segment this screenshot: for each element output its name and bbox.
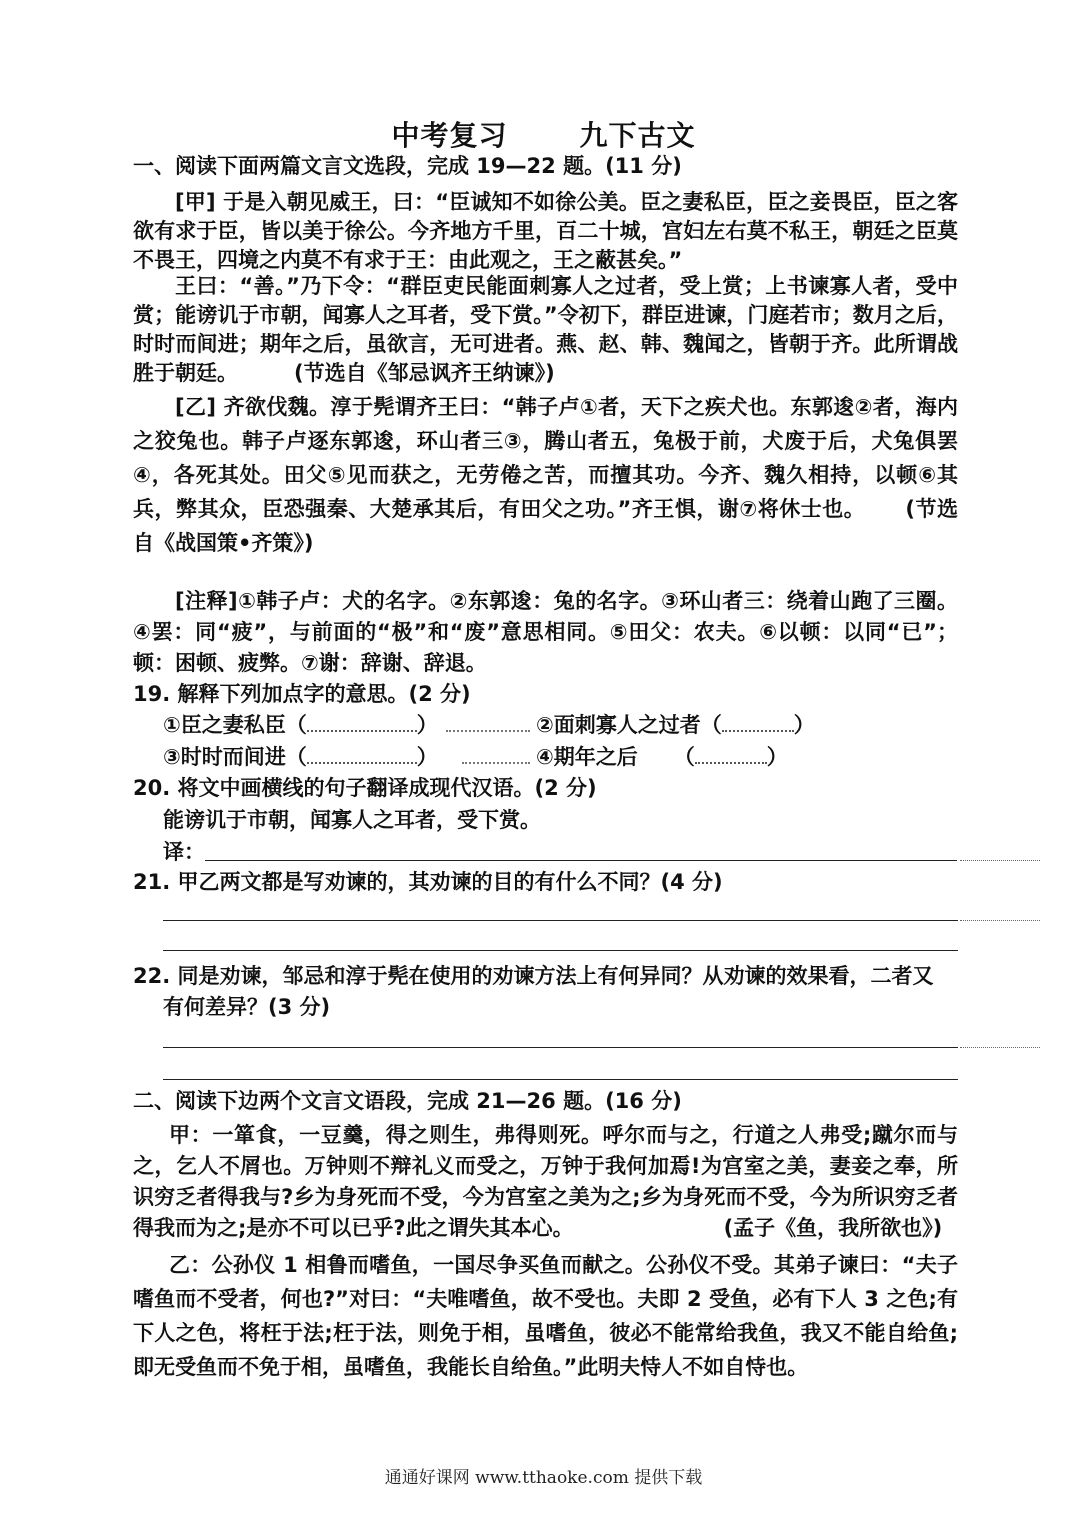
page-footer: 通通好课网 www.tthaoke.com 提供下载 (384, 1468, 703, 1488)
q19-item-2-close: ） (793, 713, 815, 737)
q21-answer-line-2[interactable] (163, 950, 958, 951)
q19-item-3 (163, 742, 438, 772)
section2-yi-paragraph: 乙：公孙仪 1 相鲁而嗜鱼，一国尽争买鱼而献之。公孙仪不受。其弟子谏曰：“夫子嗜鱼而不受者，何也?”对曰：“夫唯嗜鱼，故不受也。夫即 2 受鱼，必有下人 3 之色;有下人之色，将枉于法;枉于法，则免于相，虽嗜鱼，彼必不能常给我鱼，我又不能自给鱼;即无受鱼而不免于相，虽嗜鱼，我能长自给鱼。”此明夫恃人不如自恃也。 (133, 1253, 958, 1379)
q21-answer-line-1-dots (960, 920, 1040, 921)
q20-answer-line-dots (960, 860, 1040, 861)
section2-jia-source: (孟子《鱼，我所欲也》) (723, 1216, 943, 1240)
question-19: 19. 解释下列加点字的意思。(2 分) (133, 682, 471, 706)
section1-heading: 一、阅读下面两篇文言文选段，完成 19—22 题。(11 分) (133, 154, 682, 178)
q19-item-3-label: ③时时而间进（ (163, 745, 307, 769)
q20-translate-label: 译： (163, 840, 205, 864)
yi-source: (节选自《战国策•齐策》) (133, 497, 958, 555)
section1-jia-paragraph2 (133, 272, 958, 388)
q19-item-1-label: ①臣之妻私臣（ (163, 713, 307, 737)
q19-item-1 (163, 710, 438, 740)
q19-item-3-close: ） (416, 745, 438, 769)
q19-item-4-close: ） (766, 745, 788, 769)
q22-answer-line-2[interactable] (163, 1079, 958, 1080)
section1-jia-paragraph1: [甲] 于是入朝见威王，曰：“臣诚知不如徐公美。臣之妻私臣，臣之妾畏臣，臣之客欲有求于臣，皆以美于徐公。今齐地方千里，百二十城，宫妇左右莫不私王，朝廷之臣莫不畏王，四境之内莫不有求于王：由此观之，王之蔽甚矣。” (133, 190, 958, 272)
q19-item-2 (536, 710, 815, 740)
q19-item-4-open: （ (673, 745, 695, 769)
question-22-line2: 有何差异？(3 分) (163, 995, 331, 1019)
title-right: 九下古文 (579, 119, 696, 152)
section2-heading: 二、阅读下边两个文言文语段，完成 21—26 题。(16 分) (133, 1089, 682, 1113)
title-left: 中考复习 (391, 119, 508, 152)
page-title (0, 114, 1087, 154)
q19-item-3-blank[interactable] (307, 742, 417, 764)
q21-answer-line-1[interactable] (163, 920, 958, 921)
jia-paragraph2-text: 王曰：“善。”乃下令：“群臣吏民能面刺寡人之过者，受上赏；上书谏寡人者，受中赏；能谤讥于市朝，闻寡人之耳者，受下赏。”令初下，群臣进谏，门庭若市；数月之后，时时而间进；期年之后，虽欲言，无可进者。燕、赵、韩、魏闻之，皆朝于齐。此所谓战胜于朝廷。 (133, 274, 958, 385)
question-21: 21. 甲乙两文都是写劝谏的，其劝谏的目的有什么不同？(4 分) (133, 870, 723, 894)
question-20: 20. 将文中画横线的句子翻译成现代汉语。(2 分) (133, 776, 597, 800)
q19-item-4 (536, 742, 788, 772)
q19-item-1-close: ） (416, 713, 438, 737)
q19-item-1-blank[interactable] (307, 710, 417, 732)
question-22-line1: 22. 同是劝谏，邹忌和淳于髡在使用的劝谏方法上有何异同？从劝谏的效果看，二者又 (133, 964, 934, 988)
q22-answer-line-1[interactable] (163, 1047, 958, 1048)
yi-paragraph-text: [乙] 齐欲伐魏。淳于髡谓齐王曰：“韩子卢①者，天下之疾犬也。东郭逡②者，海内之狡兔也。韩子卢逐东郭逡，环山者三③，腾山者五，兔极于前，犬废于后，犬兔俱罢④，各死其处。田父⑤见而获之，无劳倦之苦，而擅其功。今齐、魏久相持，以顿⑥其兵，弊其众，臣恐强秦、大楚承其后，有田父之功。”齐王惧，谢⑦将休士也。 (133, 395, 958, 521)
q19-item-2-blank[interactable] (722, 710, 794, 732)
q19-item-2-label: ②面刺寡人之过者（ (536, 713, 722, 737)
leader-dots (446, 730, 530, 732)
q20-answer-line[interactable] (205, 860, 957, 861)
section2-jia-text: 甲：一箪食，一豆羹，得之则生，弗得则死。呼尔而与之，行道之人弗受;蹴尔而与之，乞人不屑也。万钟则不辩礼义而受之，万钟于我何加焉!为宫室之美，妻妾之奉，所识穷乏者得我与?乡为身死而不受，今为宫室之美为之;乡为身死而不受，今为所识穷乏者得我而为之;是亦不可以已乎?此之谓失其本心。 (133, 1123, 958, 1240)
section1-notes: [注释]①韩子卢：犬的名字。②东郭逡：兔的名字。③环山者三：绕着山跑了三圈。④罢：同“疲”，与前面的“极”和“废”意思相同。⑤田父：农夫。⑥以顿：以同“已”；顿：困顿、疲弊。⑦谢：辞谢、辞退。 (133, 589, 958, 675)
q19-item-4-label: ④期年之后 (536, 745, 638, 769)
leader-dots (462, 762, 530, 764)
q22-answer-line-1-dots (960, 1047, 1040, 1048)
jia-source: (节选自《邹忌讽齐王纳谏》) (294, 361, 555, 385)
section2-jia-paragraph (133, 1120, 958, 1244)
q19-item-4-blank[interactable] (695, 742, 767, 764)
section1-yi-paragraph (133, 390, 958, 560)
q20-sentence: 能谤讥于市朝，闻寡人之耳者，受下赏。 (163, 808, 541, 832)
